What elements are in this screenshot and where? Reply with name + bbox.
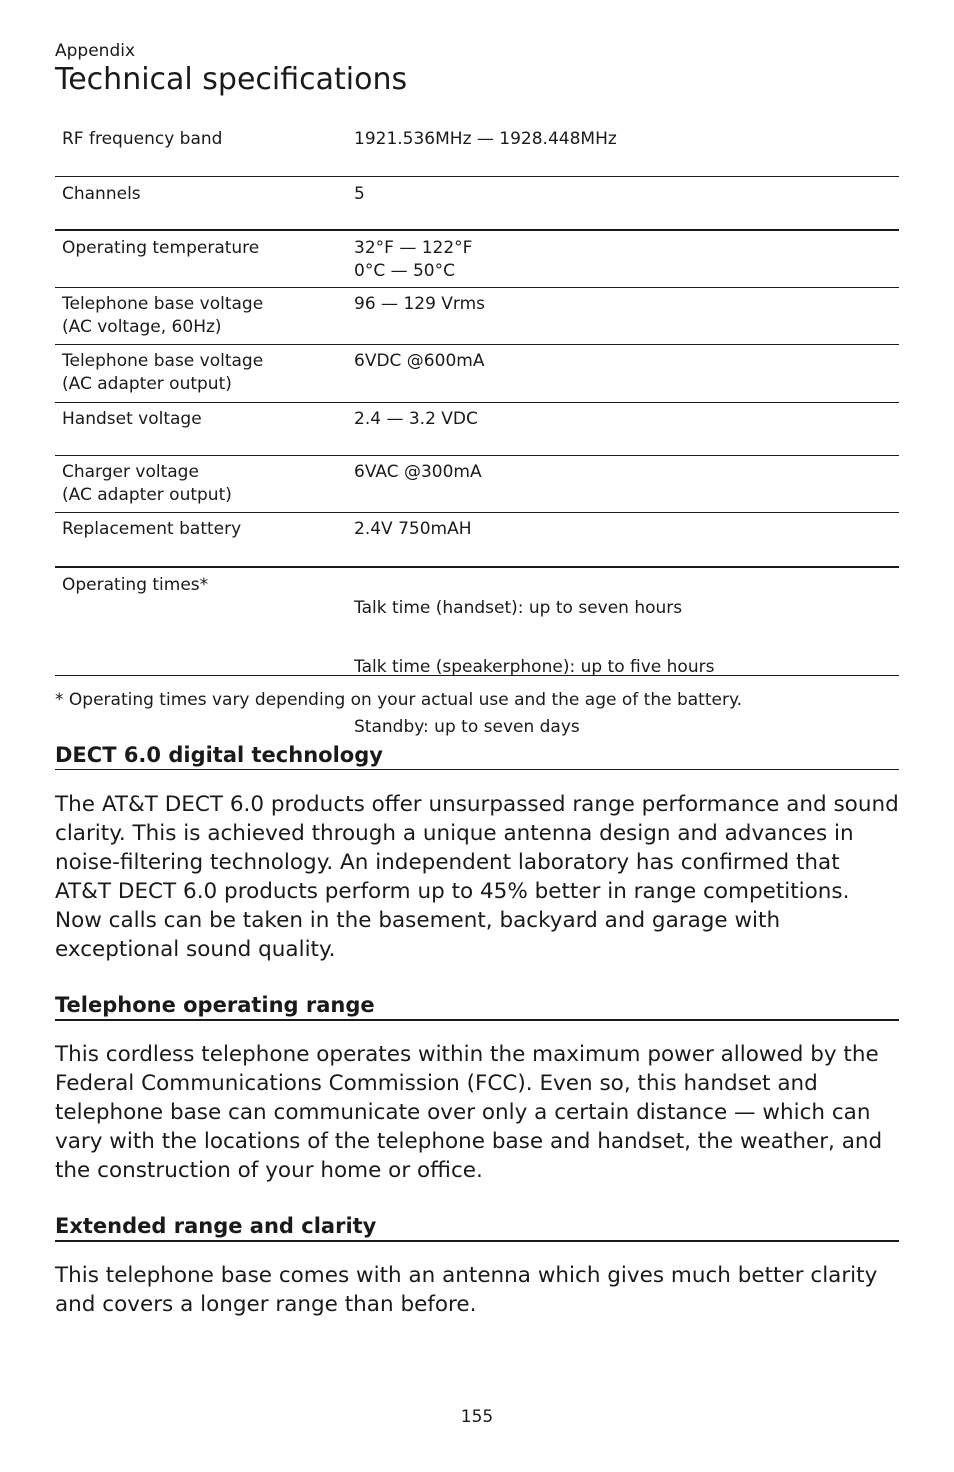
spec-label: Telephone base voltage (AC adapter output) <box>62 351 264 394</box>
spec-label: Replacement battery <box>62 519 242 539</box>
section-heading: Extended range and clarity <box>55 1212 899 1242</box>
table-row <box>55 177 899 231</box>
table-row <box>55 513 899 568</box>
table-row <box>55 403 899 456</box>
section-body: The AT&T DECT 6.0 products offer unsurpassed range performance and sound clarity. This is achieved through a unique antenna design and advances in noise-filtering technology. An independent laboratory has confirmed that AT&T DECT 6.0 products perform up to 45% better in range competitions. Now calls can be taken in the basement, backyard and garage with exceptional sound quality. <box>55 792 899 962</box>
spec-value-line: Standby: up to seven days <box>354 717 580 737</box>
spec-label: RF frequency band <box>62 129 223 149</box>
spec-value-line: Talk time (speakerphone): up to five hours <box>354 657 715 677</box>
section-label: Appendix <box>55 41 136 61</box>
section-heading: Telephone operating range <box>55 991 899 1021</box>
spec-value: 96 — 129 Vrms <box>354 294 486 314</box>
spec-value: 6VDC @600mA <box>354 351 485 371</box>
page-title: Technical specifications <box>55 62 408 97</box>
spec-label: Operating times* <box>62 575 209 595</box>
spec-value: 32°F — 122°F 0°C — 50°C <box>354 238 473 281</box>
section-body: This cordless telephone operates within the maximum power allowed by the Federal Communications Commission (FCC). Even so, this handset and telephone base can communicate over only a certain distance — which can vary with the locations of the telephone base and handset, the weather, and the construction of your home or office. <box>55 1042 883 1183</box>
table-row <box>55 345 899 403</box>
spec-label: Operating temperature <box>62 238 260 258</box>
spec-value-line: Talk time (handset): up to seven hours <box>354 598 683 618</box>
section-heading: DECT 6.0 digital technology <box>55 741 899 770</box>
table-row <box>55 231 899 288</box>
table-row <box>55 288 899 345</box>
table-row <box>55 456 899 513</box>
page-number: 155 <box>460 1407 494 1427</box>
spec-label: Telephone base voltage (AC voltage, 60Hz) <box>62 294 264 337</box>
spec-label: Charger voltage (AC adapter output) <box>62 462 232 505</box>
spec-label: Handset voltage <box>62 409 202 429</box>
spec-value: 1921.536MHz — 1928.448MHz <box>354 129 617 149</box>
spec-value: 6VAC @300mA <box>354 462 482 482</box>
table-row <box>55 122 899 177</box>
spec-value: 2.4V 750mAH <box>354 519 472 539</box>
spec-value: 5 <box>354 184 365 204</box>
footnote: * Operating times vary depending on your actual use and the age of the battery. <box>55 690 742 710</box>
spec-label: Channels <box>62 184 141 204</box>
spec-value: 2.4 — 3.2 VDC <box>354 409 478 429</box>
section-body: This telephone base comes with an antenna which gives much better clarity and covers a longer range than before. <box>55 1263 878 1317</box>
